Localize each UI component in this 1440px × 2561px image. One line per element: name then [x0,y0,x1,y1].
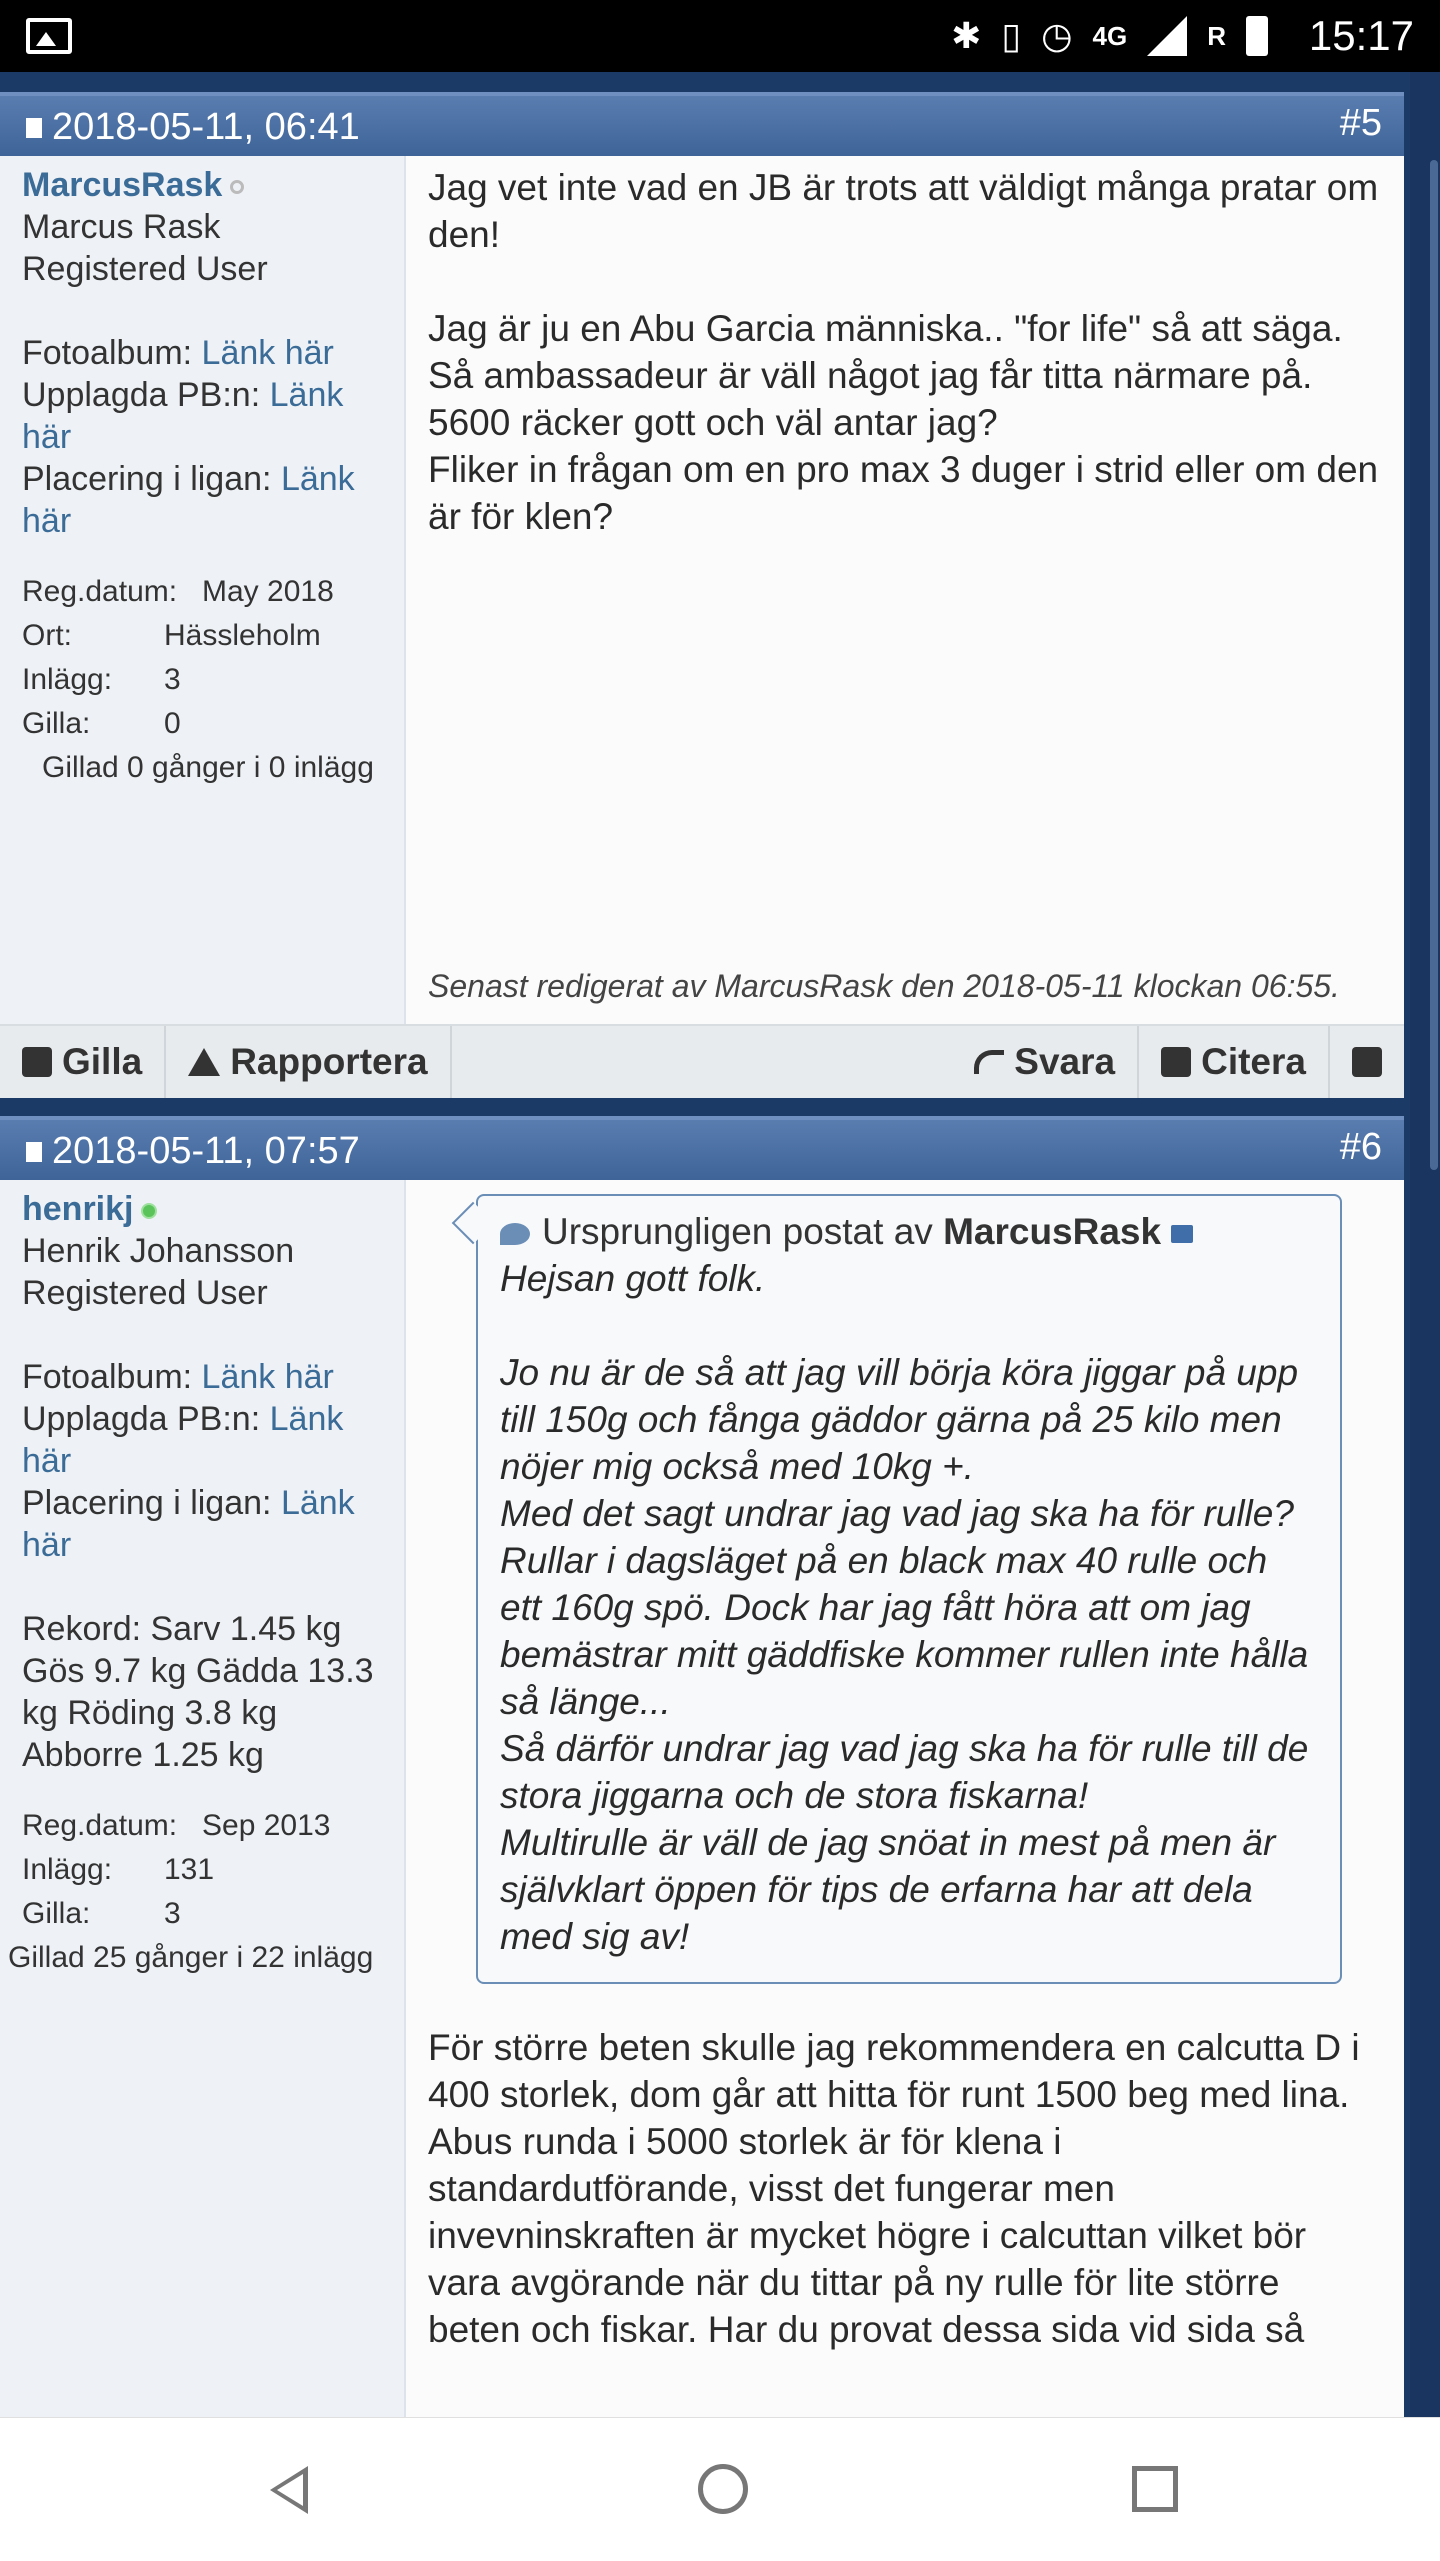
reply-icon [974,1050,1004,1074]
multiquote-button[interactable] [1330,1026,1404,1098]
post-message [406,156,1404,1024]
pb-link[interactable]: Länk [269,1400,344,1438]
message-paragraph: Jag är ju en Abu Garcia människa.. "for life" så att säga. Så ambassadeur är väll något jag får titta närmare på. 5600 räcker gott och väl antar jag? [428,308,1343,443]
gillad-count: Gillad 0 gånger i 0 inlägg [42,751,374,784]
user-records: Rekord: Sarv 1.45 kg Gös 9.7 kg Gädda 13.3 kg Röding 3.8 kg Abborre 1.25 kg [22,1610,374,1774]
post-body [0,156,1404,1024]
username-link[interactable]: MarcusRask [22,166,223,204]
battery-icon [1246,16,1268,56]
quote-label: Citera [1201,1041,1306,1082]
gilla-value: 0 [164,707,181,740]
inlagg-value: 131 [164,1853,215,1886]
pb-label: Upplagda PB:n: [22,1400,261,1438]
pb-link-cont[interactable]: här [22,1442,72,1480]
post-header [0,1116,1404,1180]
user-stats [8,1804,404,1980]
quote-line: Hejsan gott folk. [500,1258,766,1299]
user-info [0,156,406,1024]
quote-marks-icon [500,1223,530,1245]
reg-value: Sep 2013 [202,1809,331,1842]
signal-icon [1147,16,1187,56]
user-stats [22,570,404,790]
alarm-icon: ◷ [1041,15,1073,56]
user-realname: Henrik Johansson [22,1232,295,1270]
scrollbar-thumb[interactable] [1430,160,1438,1170]
post-number-link[interactable]: #6 [1339,1126,1382,1168]
quote-line: Med det sagt undrar jag vad jag ska ha för rulle? [500,1493,1294,1534]
quote-prefix: Ursprungligen postat av [542,1211,933,1252]
fotoalbum-link[interactable]: Länk här [201,1358,334,1396]
reg-value: May 2018 [202,575,334,608]
post-5 [0,92,1404,1098]
user-info [0,1180,406,2417]
ligan-link[interactable]: Länk [280,460,355,498]
offline-status-icon [230,180,244,194]
reg-label: Reg.datum: [22,575,178,608]
post-icon [26,1142,42,1162]
like-button[interactable] [0,1026,166,1098]
gillad-count: Gillad 25 gånger i 22 inlägg [8,1941,374,1974]
post-6 [0,1116,1404,2417]
status-icons [951,14,1268,58]
ort-value: Hässleholm [164,619,321,652]
quote-text [500,1255,1318,1960]
message-paragraph: Jag vet inte vad en JB är trots att väldigt många pratar om den! [428,167,1379,255]
edited-note: Senast redigerat av MarcusRask den 2018-05-11 klockan 06:55. [428,968,1340,1004]
quote-line: Så därför undrar jag vad jag ska ha för rulle till de stora jiggarna och de stora fiskarna! [500,1728,1309,1816]
report-label: Rapportera [230,1041,428,1082]
report-button[interactable] [166,1026,451,1098]
pb-label: Upplagda PB:n: [22,376,261,414]
warning-icon [188,1048,220,1076]
quote-icon [1161,1047,1191,1077]
view-post-icon[interactable] [1171,1225,1193,1243]
like-label: Gilla [62,1041,143,1082]
online-status-icon [141,1203,157,1219]
pb-link-cont[interactable]: här [22,418,72,456]
quote-line: Jo nu är de så att jag vill börja köra jiggar på upp till 150g och fånga gäddor gärna på 25 kilo men nöjer mig också med 10kg +. [500,1352,1299,1487]
inlagg-label: Inlägg: [22,1853,113,1886]
post-action-bar [0,1024,1404,1098]
ligan-link-cont[interactable]: här [22,502,72,540]
gilla-value: 3 [164,1897,181,1930]
ort-label: Ort: [22,619,72,652]
gilla-label: Gilla: [22,707,91,740]
inlagg-label: Inlägg: [22,663,113,696]
reg-label: Reg.datum: [22,1809,178,1842]
user-realname: Marcus Rask [22,208,221,246]
multiquote-icon [1352,1047,1382,1077]
post-header [0,92,1404,156]
post-message [406,1180,1404,2417]
reply-button[interactable] [952,1026,1139,1098]
post-date: 2018-05-11, 07:57 [52,1130,360,1172]
vibrate-icon: ▯ [1001,15,1022,56]
post-body [0,1180,1404,2417]
ligan-label: Placering i ligan: [22,460,272,498]
thread-content[interactable] [0,72,1410,2417]
quote-block [476,1194,1342,1984]
post-icon [26,118,42,138]
message-paragraph: För större beten skulle jag rekommendera en calcutta D i 400 storlek, dom går att hitta för runt 1500 beg med lina. Abus runda i 5000 storlek är för klena i standardutförande, visst det fungerar men invevninskraften är mycket högre i calcuttan vilket bör vara avgörande när du tittar på ny rulle för lite större beten och fiskar. Har du provat dessa sida vid sida så [428,2027,1360,2350]
ligan-link[interactable]: Länk [280,1484,355,1522]
recent-apps-icon[interactable] [1132,2466,1178,2512]
reply-label: Svara [1014,1041,1116,1082]
ligan-link-cont[interactable]: här [22,1526,72,1564]
quote-author: MarcusRask [943,1211,1162,1252]
back-icon[interactable] [270,2466,308,2514]
gallery-notification-icon [26,18,72,54]
quote-line: Multirulle är väll de jag snöat in mest på men är självklart öppen för tips de erfarna har att dela med sig av! [500,1822,1276,1957]
username-link[interactable]: henrikj [22,1190,134,1228]
bluetooth-icon: ✱ [951,15,982,56]
roaming-indicator: R [1207,20,1226,51]
android-nav-bar [0,2417,1440,2561]
quote-title [500,1208,1318,1255]
quote-line: Rullar i dagsläget på en black max 40 rulle och ett 160g spö. Dock har jag fått höra att om jag bemästrar mitt gäddfiske kommer rullen inte hålla så länge... [500,1540,1309,1722]
message-paragraph: Fliker in frågan om en pro max 3 duger i strid eller om den är för klen? [428,449,1379,537]
home-icon[interactable] [698,2464,748,2514]
status-bar [0,0,1440,72]
post-number-link[interactable]: #5 [1339,102,1382,144]
inlagg-value: 3 [164,663,181,696]
fotoalbum-label: Fotoalbum: [22,334,193,372]
fotoalbum-link[interactable]: Länk här [201,334,334,372]
clock: 15:17 [1308,12,1414,59]
post-date: 2018-05-11, 06:41 [52,106,360,148]
like-icon [22,1047,52,1077]
fotoalbum-label: Fotoalbum: [22,1358,193,1396]
user-title: Registered User [22,1274,268,1312]
network-type: 4G [1092,20,1128,51]
quote-button[interactable] [1139,1026,1330,1098]
user-title: Registered User [22,250,268,288]
ligan-label: Placering i ligan: [22,1484,272,1522]
pb-link[interactable]: Länk [269,376,344,414]
gilla-label: Gilla: [22,1897,91,1930]
